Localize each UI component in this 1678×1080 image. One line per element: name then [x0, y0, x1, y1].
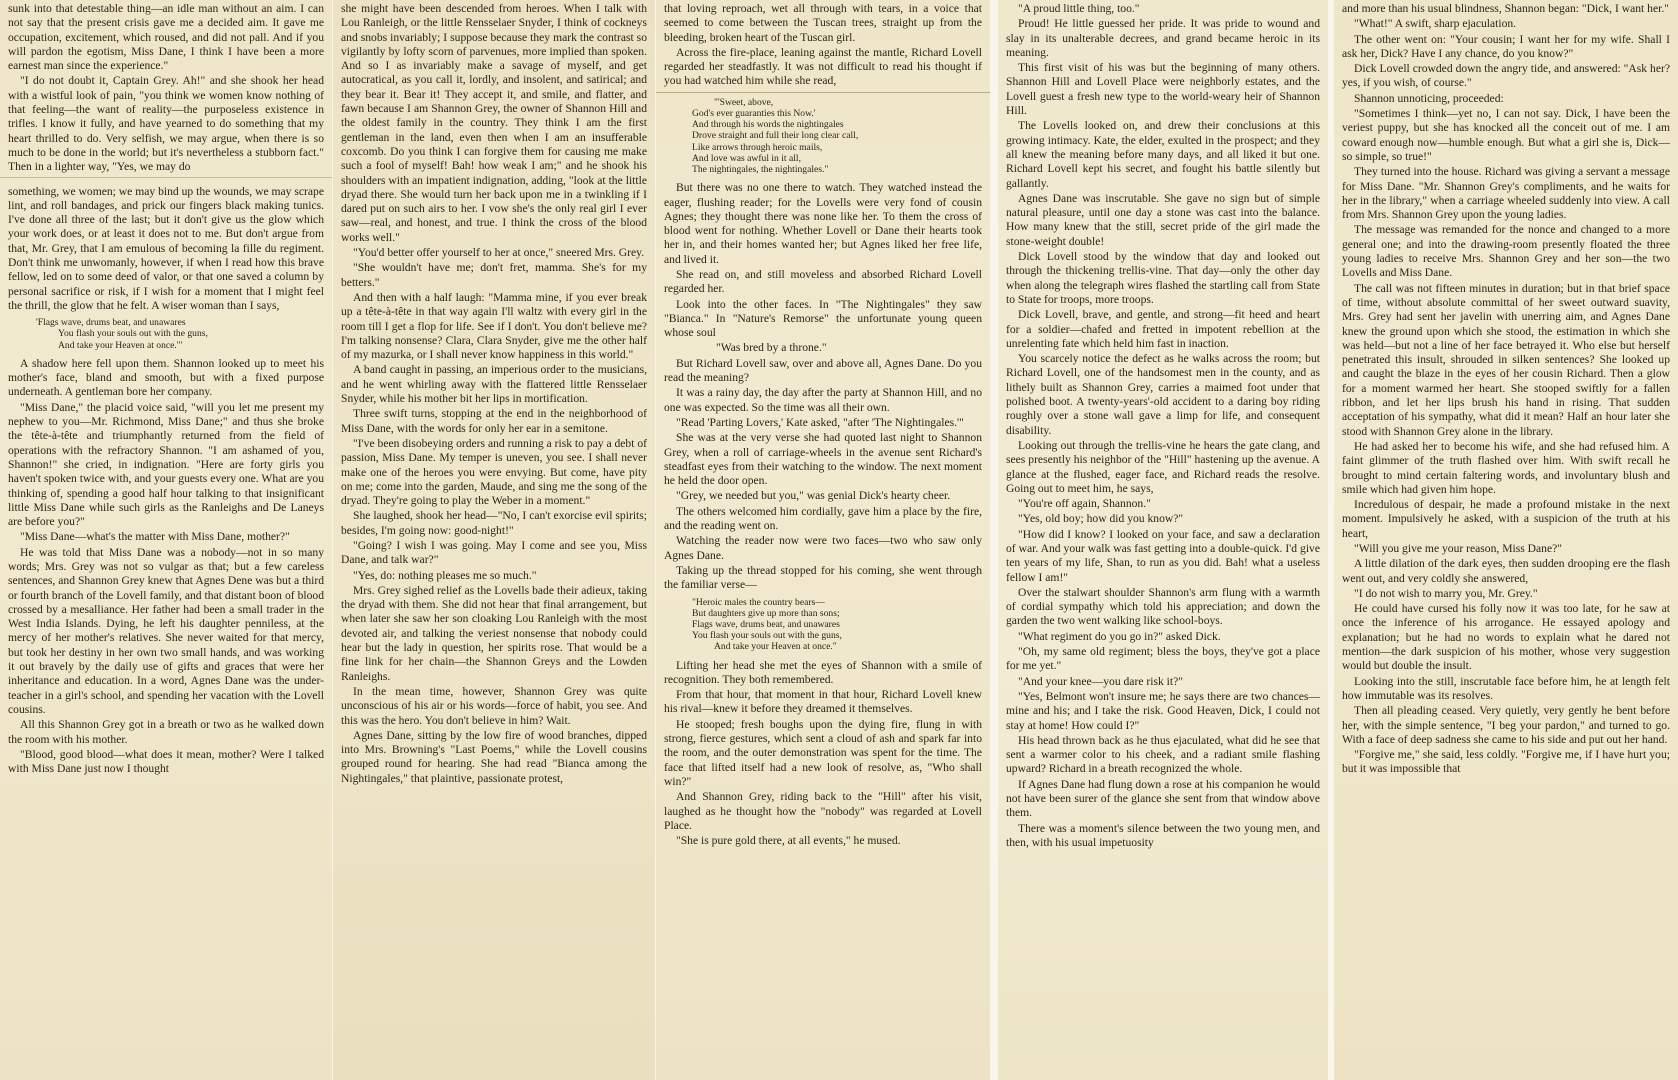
paragraph: Proud! He little guessed her pride. It was pride to wound and slay in its unalterable decrees, and grand became heroic in its meaning.: [1006, 17, 1320, 59]
paragraph: "I've been disobeying orders and running a risk to pay a debt of passion, Miss Dane. My temper is uneven, you see. I shall never make one of the heroes you were envying. But come, have pity on me; come into the garden, Maude, and sing me the song of the dryad. They're going to play the Weber in a moment.": [341, 436, 648, 508]
paragraph: "Blood, good blood—what does it mean, mother? Were I talked with Miss Dane just now I thought: [8, 747, 324, 776]
paragraph: Looking out through the trellis-vine he hears the gate clang, and sees presently his neighbor of the "Hill" hastening up the avenue. A glance at the flushed, eager face, and Richard reads the resolve. Going out to meet him, he says,: [1006, 438, 1320, 495]
paragraph: The others welcomed him cordially, gave him a place by the fire, and the reading went on.: [664, 504, 982, 533]
paragraph: If Agnes Dane had flung down a rose at his companion he would not have been surer of the glance she sent from that window above them.: [1006, 777, 1320, 820]
paragraph: Dick Lovell stood by the window that day and looked out through the thickening trellis-vine. That day—only the other day when along the telegraph wires flashed the startling call from State to State for troops, more troops.: [1006, 250, 1320, 306]
paragraph: and more than his usual blindness, Shannon began: "Dick, I want her.": [1342, 2, 1669, 15]
paragraph: Then all pleading ceased. Very quietly, very gently he bent before her, with the simple sentence, "I beg your pardon," and turned to go. With a face of deep sadness she came to his side and put out her hand.: [1342, 704, 1670, 746]
paragraph: "And your knee—you dare risk it?": [1018, 674, 1183, 688]
poem-line: The nightingales, the nightingales.": [692, 164, 829, 175]
column-3: [656, 0, 990, 1080]
column-5: [1334, 0, 1678, 1080]
paragraph: In the mean time, however, Shannon Grey was quite unconscious of his air or his words—force of habit, you see. And this was the hero. You don't believe in him? Wait.: [341, 684, 647, 727]
paragraph: Taking up the thread stopped for his coming, she went through the familiar verse—: [664, 563, 982, 592]
column-2: [333, 0, 655, 1080]
column-4: [998, 0, 1328, 1080]
paragraph: Agnes Dane, sitting by the low fire of wood branches, dipped into Mrs. Browning's "Last Poems," while the Lovell cousins grouped round for hearing. She had read "Bianca among the Nightingales," that plaintive, passionate protest,: [341, 728, 647, 785]
poem-line: Drove straight and full their long clear call,: [692, 130, 859, 142]
paragraph: sunk into that detestable thing—an idle man without an aim. I can not say that the present crisis gave me a decided aim. It gave me occupation, excitement, which roused, and did not pall. And if you will pardon the egotism, Miss Dane, I think I have been a more earnest man since the experience.": [8, 2, 324, 73]
paragraph: "Yes, Belmont won't insure me; he says there are two chances—mine and his; and I take the risk. Good Heaven, Dick, I could not stay at home! How could I?": [1006, 689, 1320, 732]
paragraph: "You're off again, Shannon.": [1018, 497, 1151, 511]
poem-line: You flash your souls out with the guns,: [692, 630, 842, 642]
paragraph: "I do not doubt it, Captain Grey. Ah!" and she shook her head with a wistful look of pain, "you think we women know nothing of that feeling—the want of reality—the purposeless existence in trifles. I know it fully, and have yearned to do something that my heart thrilled to do. Very selfish, we may argue, when there is so much to be done in the world; but it's nevertheless a stubborn fact." Then in a lighter way, "Yes, we may do: [8, 74, 324, 174]
paragraph: "Miss Dane," the placid voice said, "will you let me present my nephew to you—Mr. Richmond, Miss Dane;" and thus she broke the tête-à-tête and triumphantly returned from the field of operations with the refractory Shannon. "I am ashamed of you, Shannon!" she cried, in indignation. "Here are forty girls you haven't spoken twice with, and your guests every one. What are you thinking of, spending a good half hour talking to that insignificant little Miss Dane while such girls as the Ranleighs and De Laneys are before you?": [8, 400, 324, 529]
paragraph: "Will you give me your reason, Miss Dane?": [1354, 541, 1562, 555]
paragraph: she might have been descended from heroes. When I talk with Lou Ranleigh, or the little Rensselaer Snyder, I think of cockneys and snobs invariably; I suppose because they mark the contrast so vigilantly by lofty scorn of parvenues, more implied than spoken. And so I as invariably make a savage of myself, and get autocratical, as you call it, lordly, and insolent, and satirical; and they bear it. Bear it! They accept it, and smile, and flatter, and fawn because I am Shannon Grey, the owner of Shannon Hill and the oldest family in the country. They think I am the first gentleman in the land, even then when I am an insufferable coxcomb. Do you think I can forgive them for causing me make such a fool of myself! Bah! how weak I am;" and he shook his shoulders with an impatient indignation, adding, "look at the little dryad there. She would turn her back upon me in a twinkling if I dared put on such airs to her. I vow she's the only real girl I ever saw—real, and honest, and true. I think the cross of the blood works well.": [341, 2, 647, 244]
paragraph: It was a rainy day, the day after the party at Shannon Hill, and no one was expected. So the time was all their own.: [664, 386, 982, 414]
column-1: [0, 0, 332, 1080]
paragraph: "Oh, my same old regiment; bless the boys, they've got a place for me yet.": [1006, 645, 1320, 673]
paragraph: Shannon unnoticing, proceeded:: [1354, 91, 1504, 105]
poem-line: Flags wave, drums beat, and unawares: [692, 618, 840, 630]
paragraph: Agnes Dane was inscrutable. She gave no sign but of simple natural pleasure, until one day a stone was cast into the balance. How many knew that the still, secret pride of the girl made the stone-weight double!: [1006, 191, 1320, 248]
clipping-seam: [656, 92, 990, 93]
paragraph: "Yes, old boy; how did you know?": [1018, 512, 1184, 526]
paragraph: The message was remanded for the nonce and changed to a more general one; and into the drawing-room presently floated the three young ladies to receive Mrs. Shannon Grey and her son—the two Lovells and Miss Dane.: [1342, 223, 1670, 280]
poem-line: Like arrows through heroic mails,: [692, 141, 823, 153]
paragraph: that loving reproach, wet all through with tears, in a voice that seemed to come between the Tuscan trees, straight up from the bleeding, broken heart of the Tuscan girl.: [664, 2, 982, 44]
paragraph: "What regiment do you go in?" asked Dick.: [1018, 629, 1221, 643]
paragraph: Lifting her head she met the eyes of Shannon with a smile of recognition. They both remembered.: [664, 658, 982, 686]
paragraph: Dick Lovell crowded down the angry tide, and answered: "Ask her? yes, if you wish, of course.": [1342, 62, 1670, 90]
poem-quote: [8, 317, 324, 351]
paragraph: "She is pure gold there, at all events," he mused.: [676, 834, 901, 848]
paragraph: "I do not wish to marry you, Mr. Grey.": [1354, 586, 1538, 600]
paragraph: "What!" A swift, sharp ejaculation.: [1354, 17, 1517, 31]
paragraph: Dick Lovell, brave, and gentle, and strong—fit heed and heart for a soldier—chafed and fretted in impotent rebellion at the unrelenting fate which held him fast in inaction.: [1006, 308, 1320, 350]
poem-line: "Heroic males the country bears—: [692, 596, 825, 608]
clipping-seam: [0, 177, 332, 182]
poem-line: But daughters give up more than sons;: [692, 607, 840, 619]
paragraph: And then with a half laugh: "Mamma mine, if you ever break up a tête-à-tête in that way again I'll waltz with every girl in the room till I get a flop for life. See if I don't. You don't believe me? I'm talking nonsense? Clara, Clara Snyder, give me the other half of my mazurka, or I shall never know happiness in this world.": [341, 290, 647, 362]
paragraph: All this Shannon Grey got in a breath or two as he walked down the room with his mother.: [8, 718, 324, 746]
paragraph: His head thrown back as he thus ejaculated, what did he see that sent a warmer color to his cheek, and a radiant smile flashing upward? Richard in a breath recognized the whole.: [1006, 733, 1320, 776]
poem-line: And take your Heaven at once.'": [58, 339, 183, 351]
paragraph: He could have cursed his folly now it was too late, for he saw at once the inference of his arrogance. He essayed apology and explanation; but he had no words to explain what he dared not mention—the dark suspicion of his mother, whose very suggestion would but double the insult.: [1342, 602, 1670, 673]
paragraph: He had asked her to become his wife, and she had refused him. A faint glimmer of the truth flashed over him. With swift recall he brought to mind certain faltering words, and involuntary blush and smile which had given him hope.: [1342, 439, 1670, 496]
paragraph: He was told that Miss Dane was a nobody—not in so many words; Mrs. Grey was not so vulgar as that; but a few careless sentences, and Shannon Grey knew that Agnes Dene was but a third or fourth branch of the Lovell family, and that distant boon of blood crossed by a mesalliance. Her father had been a small trader in the West India Islands. Dying, he left his daughter penniless, at the mercy of her mother's relatives. She never waited for that mercy, but took her destiny in her own two small hands, and was working it out bravely by the daily use of gifts and graces that were her inheritance and education. In a word, Agnes Dane was the under-teacher in a girl's school, and spending her vacation with the Lovell cousins.: [8, 545, 324, 716]
paragraph: But Richard Lovell saw, over and above all, Agnes Dane. Do you read the meaning?: [664, 356, 982, 385]
paragraph: "Was bred by a throne.": [716, 341, 827, 355]
paragraph: But there was no one there to watch. They watched instead the eager, flushing reader; for the Lovells were very fond of cousin Agnes; they thought there was none like her. To them the cross of blood went for nothing. Whether Lovell or Dane their hearts took her in, and their homes wanted her; but Agnes liked her free life, and lived it.: [664, 181, 982, 266]
paragraph: The call was not fifteen minutes in duration; but in that brief space of time, without absolute committal of her sweet outward suavity, Mrs. Grey had sent her javelin with unerring aim, and Agnes Dane knew the ground upon which she stood, the estimation in which she was held—but not a line of her face betrayed it. Who else but herself penetrated this insult, shrouded in silken sentences? She looked up and caught the blaze in the eyes of her cousin Richard. Then a glow for a moment warmed her heart. She stooped swiftly for a fallen ribbon, and let her lips brush his hand in rising. That sudden acceptation of his sympathy, what did it mean? Half an hour later she stood with Shannon Grey alone in the library.: [1342, 281, 1670, 438]
paragraph: This first visit of his was but the beginning of many others. Shannon Hill and Lovell Place were neighborly estates, and the Lovell guest a fresh new type to the world-weary heir of Shannon Hill.: [1006, 61, 1320, 118]
poem-line: And love was awful in it all,: [692, 152, 801, 164]
paragraph: There was a moment's silence between the two young men, and then, with his usual impetuosity: [1006, 821, 1320, 849]
paragraph: You scarcely notice the defect as he walks across the room; but Richard Lovell, one of the handsomest men in the county, and as lithely built as Shannon Grey, carries a maimed foot under that polished boot. A twenty-years'-old accident to a daring boy riding roughly over a stone wall gave a limp for life, and consequent disability.: [1006, 352, 1320, 437]
paragraph: "A proud little thing, too.": [1018, 2, 1140, 15]
paragraph: Across the fire-place, leaning against the mantle, Richard Lovell regarded her steadfastly. It was not difficult to read his thought if you had watched him while she read,: [664, 45, 982, 88]
paragraph: He stooped; fresh boughs upon the dying fire, flung in with strong, fierce gestures, which sent a cloud of ash and spark far into the room, and the outer demonstration was spent for the time. The face that lifted itself had a new look of resolve, as, "Who shall win?": [664, 717, 982, 788]
poem-quote: [664, 97, 982, 175]
paragraph: They turned into the house. Richard was giving a servant a message for Miss Dane. "Mr. Shannon Grey's compliments, and he waits for her in the library," when a carriage wheeled suddenly into view. A call from Mrs. Shannon Grey upon the young ladies.: [1342, 165, 1670, 222]
paragraph: "Miss Dane—what's the matter with Miss Dane, mother?": [20, 530, 290, 544]
paragraph: The Lovells looked on, and drew their conclusions at this growing intimacy. Kate, the elder, exulted in the prospect; and they all knew the meaning before many days, and all liked it but one. Richard Lovell kept his secret, and fought his battle silently but gallantly.: [1006, 119, 1320, 190]
paragraph: A band caught in passing, an imperious order to the musicians, and he went whirling away with the flattered little Rensselaer Snyder, while his mother bit her lips in mortification.: [341, 363, 647, 406]
paragraph: "Forgive me," she said, less coldly. "Forgive me, if I have hurt you; but it was impossible that: [1342, 748, 1670, 776]
poem-line: And take your Heaven at once.": [714, 641, 837, 653]
paragraph: She read on, and still moveless and absorbed Richard Lovell regarded her.: [664, 267, 982, 296]
paragraph: "Going? I wish I was going. May I come and see you, Miss Dane, and talk war?": [341, 538, 647, 567]
poem-line: "'Sweet, above,: [714, 96, 774, 108]
paragraph: "She wouldn't have me; don't fret, mamma. She's for my betters.": [341, 261, 647, 289]
paragraph: Mrs. Grey sighed relief as the Lovells bade their adieux, taking the dryad with them. She did not hear that final arrangement, but when later she saw her son cloaking Lou Ranleigh with the most devoted air, and talking the veriest nonsense that nobody could hear but the lady in question, her spirits rose. That would be a fine link for her chain—the Shannon Greys and the Lowden Ranleighs.: [341, 583, 647, 683]
paragraph: "Yes, do: nothing pleases me so much.": [353, 568, 537, 582]
paragraph: And Shannon Grey, riding back to the "Hill" after his visit, laughed as he thought how the "nobody" was regarded at Lovell Place.: [664, 790, 982, 832]
poem-line: You flash your souls out with the guns,: [58, 328, 208, 340]
poem-line: God's ever guaranties this Now.': [692, 107, 816, 119]
paragraph: Looking into the still, inscrutable face before him, he at length felt how immutable was its resolves.: [1342, 674, 1670, 702]
paragraph: Over the stalwart shoulder Shannon's arm flung with a warmth of cordial sympathy which told his appreciation; and down the garden the two went walking like school-boys.: [1006, 585, 1320, 628]
paragraph: "You'd better offer yourself to her at once," sneered Mrs. Grey.: [353, 246, 645, 260]
column-gutter: [990, 0, 998, 1080]
poem-quote: [664, 597, 982, 653]
paragraph: "Grey, we needed but you," was genial Dick's hearty cheer.: [676, 489, 951, 503]
poem-line: And through his words the nightingales: [692, 119, 844, 131]
paragraph: From that hour, that moment in that hour, Richard Lovell knew his rival—knew it before they dreamed it themselves.: [664, 688, 982, 716]
paragraph: She laughed, shook her head—"No, I can't exorcise evil spirits; besides, I'm going now: good-night!": [341, 509, 647, 537]
paragraph: A shadow here fell upon them. Shannon looked up to meet his mother's face, bland and smooth, but with a fixed purpose underneath. A gentleman bore her company.: [8, 356, 324, 399]
poem-line: 'Flags wave, drums beat, and unawares: [36, 317, 186, 329]
paragraph: Three swift turns, stopping at the end in the neighborhood of Miss Dane, with the words for only her ear in a semitone.: [341, 407, 647, 435]
paragraph: "Read 'Parting Lovers,' Kate asked, "after 'The Nightingales.'": [676, 415, 964, 429]
paragraph: something, we women; we may bind up the wounds, we may scrape lint, and roll bandages, and prick our fingers black making tunics. I've done all three of the last; but it don't give us the glow which your work does, or at least it does not to me. But don't argue from that, Mr. Grey, that I am emulous of becoming la fille du regiment. Don't think me unwomanly, however, if when I read how this brave fellow, led on to some deed of valor, or that one saved a column by personal sacrifice or risk, if I wish for a moment that I might feel the thrill, the glow that he felt. A wiser woman than I says,: [8, 184, 324, 312]
paragraph: The other went on: "Your cousin; I want her for my wife. Shall I ask her, Dick? Have I any chance, do you know?": [1342, 32, 1670, 60]
paragraph: She was at the very verse she had quoted last night to Shannon Grey, when a roll of carriage-wheels in the avenue sent Richard's steadfast eyes from their watching to the window. The next moment he held the door open.: [664, 431, 982, 488]
paragraph: Watching the reader now were two faces—two who saw only Agnes Dane.: [664, 534, 982, 562]
paragraph: "How did I know? I looked on your face, and saw a declaration of war. And your walk was fast getting into a double-quick. I'd give ten years of my life, Shan, to run as you did. Bah! what a useless fellow I am!": [1006, 527, 1320, 584]
paragraph: "Sometimes I think—yet no, I can not say. Dick, I have been the veriest puppy, but she has knocked all the conceit out of me. I am coward enough now—humble enough. But what a girl she is, Dick—so simple, so true!": [1342, 107, 1670, 163]
paragraph: Look into the other faces. In "The Nightingales" they saw "Bianca." In "Nature's Remorse" the unfortunate young queen whose soul: [664, 297, 982, 340]
paragraph: A little dilation of the dark eyes, then sudden drooping ere the flash went out, and very coldly she answered,: [1342, 557, 1670, 585]
paragraph: Incredulous of despair, he made a profound mistake in the next moment. Impulsively he asked, with a suspicion of the truth at his heart,: [1342, 498, 1670, 540]
